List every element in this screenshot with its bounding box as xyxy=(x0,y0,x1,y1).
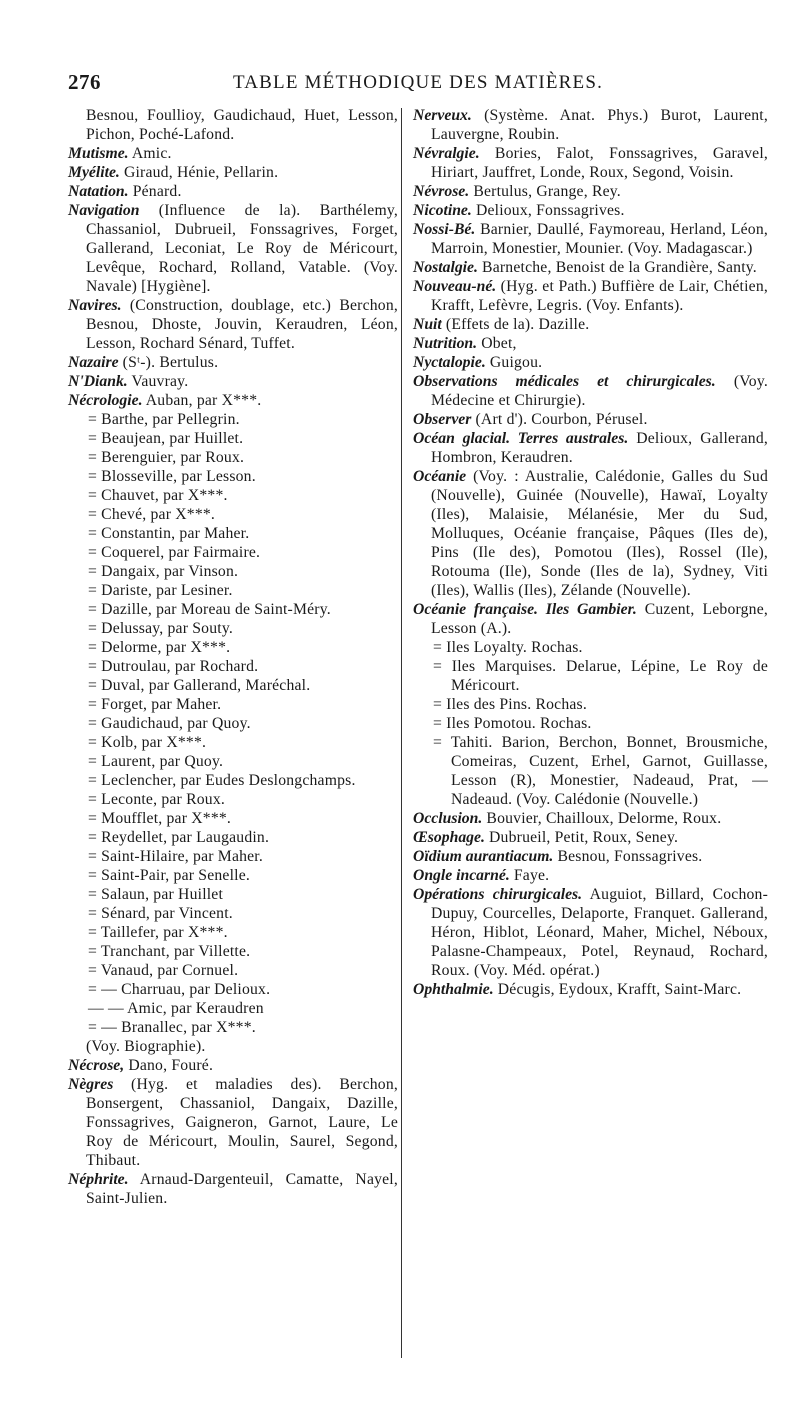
entry-text: Dubrueil, Petit, Roux, Seney. xyxy=(484,829,679,846)
index-entry xyxy=(413,638,768,657)
index-entry xyxy=(413,866,768,885)
index-entry xyxy=(68,600,398,619)
index-entry xyxy=(413,277,768,315)
index-entry xyxy=(413,201,768,220)
index-entry xyxy=(68,657,398,676)
entry-text: Pénard. xyxy=(128,183,182,200)
index-entry xyxy=(68,391,398,410)
entry-text: = Dutroulau, par Rochard. xyxy=(88,658,259,675)
index-entry xyxy=(68,201,398,296)
entry-headword: Nyctalopie. xyxy=(413,354,486,371)
index-entry xyxy=(413,429,768,467)
entry-text: = Salaun, par Huillet xyxy=(88,886,224,903)
index-entry xyxy=(68,182,398,201)
index-entry xyxy=(68,524,398,543)
entry-text: = Moufflet, par X***. xyxy=(88,810,232,827)
entry-headword: Nicotine. xyxy=(413,202,472,219)
entry-text: (Voy. : Australie, Calédonie, Galles du Sud (Nouvelle), Guinée (Nouvelle), Hawaï, Loyalty (Iles), Malaisie, Mélanésie, Mer du Sud, Molluques, Océanie française, Pâques (Iles de), Pins (Ile des), Pomotou (Iles), Rossel (Ile), Rotouma (Ile), Sonde (Iles de la), Sydney, Viti (Iles), Wallis (Iles), Zélande (Nouvelle). xyxy=(431,468,768,599)
index-entry xyxy=(68,676,398,695)
index-entry xyxy=(68,486,398,505)
entry-headword: Ongle incarné. xyxy=(413,867,510,884)
entry-text: = Reydellet, par Laugaudin. xyxy=(88,829,270,846)
entry-text: = Delussay, par Souty. xyxy=(88,620,233,637)
entry-text: Faye. xyxy=(509,867,550,884)
entry-headword: Observer xyxy=(413,411,472,428)
entry-text: Arnaud-Dargenteuil, Camatte, Nayel, Saint-Julien. xyxy=(86,1171,398,1207)
entry-text: (Sᵗ-). Bertulus. xyxy=(118,354,219,371)
entry-headword: Oïdium aurantiacum. xyxy=(413,848,554,865)
index-entry xyxy=(68,1037,398,1056)
index-entry xyxy=(413,410,768,429)
entry-headword: Océanie xyxy=(413,468,467,485)
entry-text: = Dariste, par Lesiner. xyxy=(88,582,233,599)
entry-text: = Beaujean, par Huillet. xyxy=(88,430,244,447)
index-entry xyxy=(413,714,768,733)
index-entry xyxy=(68,144,398,163)
entry-text: (Construction, doublage, etc.) Berchon, Besnou, Dhoste, Jouvin, Keraudren, Léon, Lesson, Rochard Sénard, Tuffet. xyxy=(86,297,398,352)
entry-text: = — Branallec, par X***. xyxy=(88,1019,256,1036)
index-entry xyxy=(68,980,398,999)
index-entry xyxy=(413,258,768,277)
index-entry xyxy=(68,714,398,733)
right-column xyxy=(413,106,768,999)
entry-headword: Navires. xyxy=(68,297,122,314)
entry-text: (Effets de la). Dazille. xyxy=(441,316,590,333)
entry-text: Amic. xyxy=(128,145,172,162)
entry-text: = Chevé, par X***. xyxy=(88,506,216,523)
entry-headword: Natation. xyxy=(68,183,129,200)
entry-headword: Nuit xyxy=(413,316,442,333)
entry-headword: Nossi-Bé. xyxy=(413,221,476,238)
entry-text: Auban, par X***. xyxy=(142,392,262,409)
entry-headword: Ophthalmie. xyxy=(413,981,494,998)
entry-headword: Nazaire xyxy=(68,354,119,371)
entry-headword: Nécrose, xyxy=(68,1057,125,1074)
entry-headword: Névrose. xyxy=(413,183,470,200)
page-number: 276 xyxy=(68,70,101,94)
entry-headword: Mutisme. xyxy=(68,145,129,162)
index-entry xyxy=(68,1075,398,1170)
entry-text: = Iles Loyalty. Rochas. xyxy=(433,639,583,656)
index-entry xyxy=(413,144,768,182)
entry-headword: Observations médicales et chirurgicales. xyxy=(413,373,716,390)
index-entry xyxy=(68,752,398,771)
entry-headword: Myélite. xyxy=(68,164,120,181)
index-entry xyxy=(68,1018,398,1037)
index-entry xyxy=(68,942,398,961)
entry-text: = Kolb, par X***. xyxy=(88,734,207,751)
entry-text: Guigou. xyxy=(485,354,543,371)
entry-text: = Delorme, par X***. xyxy=(88,639,231,656)
index-entry xyxy=(68,771,398,790)
entry-headword: Nègres xyxy=(68,1076,114,1093)
index-entry xyxy=(68,885,398,904)
entry-text: (Voy. Biographie). xyxy=(86,1038,206,1055)
index-entry xyxy=(68,828,398,847)
entry-text: = Forget, par Maher. xyxy=(88,696,222,713)
left-column xyxy=(68,106,398,1208)
entry-text: Dano, Fouré. xyxy=(124,1057,214,1074)
entry-text: = Blosseville, par Lesson. xyxy=(88,468,256,485)
entry-headword: Œsophage. xyxy=(413,829,485,846)
index-entry xyxy=(68,429,398,448)
index-entry xyxy=(68,866,398,885)
entry-text: = Leclencher, par Eudes Deslongchamps. xyxy=(88,772,356,789)
entry-text: = Saint-Hilaire, par Maher. xyxy=(88,848,263,865)
index-entry xyxy=(413,657,768,695)
index-entry xyxy=(413,980,768,999)
entry-text: = Duval, par Gallerand, Maréchal. xyxy=(88,677,311,694)
entry-headword: Navigation xyxy=(68,202,140,219)
entry-text: = Tranchant, par Villette. xyxy=(88,943,251,960)
entry-text: Bouvier, Chailloux, Delorme, Roux. xyxy=(482,810,722,827)
entry-text: (Art d'). Courbon, Pérusel. xyxy=(471,411,648,428)
index-entry xyxy=(413,809,768,828)
entry-headword: Opérations chirurgicales. xyxy=(413,886,583,903)
index-entry xyxy=(68,904,398,923)
index-entry xyxy=(413,695,768,714)
index-entry xyxy=(413,106,768,144)
index-entry xyxy=(68,790,398,809)
entry-headword: Nostalgie. xyxy=(413,259,478,276)
index-entry xyxy=(68,1056,398,1075)
index-entry xyxy=(413,220,768,258)
index-entry xyxy=(68,619,398,638)
entry-headword: Nouveau-né. xyxy=(413,278,497,295)
entry-headword: Névralgie. xyxy=(413,145,480,162)
index-entry xyxy=(413,600,768,638)
entry-text: = — Charruau, par Delioux. xyxy=(88,981,271,998)
entry-text: Besnou, Foullioy, Gaudichaud, Huet, Lesson, Pichon, Poché-Lafond. xyxy=(86,107,398,143)
entry-text: Cuzent, Leborgne, Lesson (A.). xyxy=(431,601,768,637)
index-entry xyxy=(413,885,768,980)
entry-text: Delioux, Gallerand, Hombron, Keraudren. xyxy=(431,430,769,466)
index-entry xyxy=(68,809,398,828)
entry-text: (Hyg. et Path.) Buffière de Lair, Chétien, Krafft, Lefèvre, Legris. (Voy. Enfants). xyxy=(431,278,768,314)
entry-headword: Occlusion. xyxy=(413,810,483,827)
entry-text: Delioux, Fonssagrives. xyxy=(471,202,625,219)
entry-text: = Leconte, par Roux. xyxy=(88,791,225,808)
index-entry xyxy=(68,296,398,353)
entry-text: = Tahiti. Barion, Berchon, Bonnet, Brousmiche, Comeiras, Cuzent, Erhel, Garnot, Guillasse, Lesson (R), Monestier, Nadeaud, Prat, — Nadeaud. (Voy. Calédonie (Nouvelle.) xyxy=(433,734,768,808)
running-title: TABLE MÉTHODIQUE DES MATIÈRES. xyxy=(232,72,604,93)
entry-headword: Nutrition. xyxy=(413,335,478,352)
index-entry xyxy=(413,372,768,410)
entry-text: = Iles Marquises. Delarue, Lépine, Le Roy de Méricourt. xyxy=(433,658,768,694)
entry-text: = Constantin, par Maher. xyxy=(88,525,250,542)
entry-text: Besnou, Fonssagrives. xyxy=(553,848,703,865)
index-entry xyxy=(68,695,398,714)
index-entry xyxy=(68,847,398,866)
entry-text: = Berenguier, par Roux. xyxy=(88,449,245,466)
entry-headword: Nécrologie. xyxy=(68,392,143,409)
entry-text: (Influence de la). Barthélemy, Chassaniol, Dubrueil, Fonssagrives, Forget, Gallerand, Leconiat, Le Roy de Méricourt, Levêque, Rochard, Rolland, Vatable. (Voy. Navale) [Hygiène]. xyxy=(86,202,398,295)
index-entry xyxy=(68,562,398,581)
index-entry xyxy=(68,372,398,391)
entry-text: Bertulus, Grange, Rey. xyxy=(469,183,621,200)
index-entry xyxy=(68,733,398,752)
entry-headword: Néphrite. xyxy=(68,1171,129,1188)
entry-text: — — Amic, par Keraudren xyxy=(88,1000,264,1017)
entry-text: Barnetche, Benoist de la Grandière, Santy. xyxy=(477,259,757,276)
entry-text: = Coquerel, par Fairmaire. xyxy=(88,544,261,561)
index-entry xyxy=(68,581,398,600)
entry-text: Décugis, Eydoux, Krafft, Saint-Marc. xyxy=(493,981,742,998)
entry-text: Barnier, Daullé, Faymoreau, Herland, Léon, Marroin, Monestier, Mounier. (Voy. Madagascar.) xyxy=(431,221,768,257)
entry-text: = Sénard, par Vincent. xyxy=(88,905,233,922)
entry-text: Bories, Falot, Fonssagrives, Garavel, Hiriart, Jauffret, Londe, Roux, Segond, Voisin. xyxy=(431,145,768,181)
entry-text: = Dazille, par Moreau de Saint-Méry. xyxy=(88,601,331,618)
entry-text: Vauvray. xyxy=(127,373,189,390)
index-entry xyxy=(413,847,768,866)
entry-text: = Gaudichaud, par Quoy. xyxy=(88,715,251,732)
index-entry xyxy=(68,467,398,486)
index-entry xyxy=(68,448,398,467)
entry-text: = Iles des Pins. Rochas. xyxy=(433,696,587,713)
index-entry xyxy=(413,182,768,201)
entry-text: Giraud, Hénie, Pellarin. xyxy=(119,164,279,181)
index-entry xyxy=(68,543,398,562)
entry-text: = Taillefer, par X***. xyxy=(88,924,228,941)
index-entry xyxy=(68,505,398,524)
index-entry xyxy=(68,353,398,372)
entry-text: = Saint-Pair, par Senelle. xyxy=(88,867,250,884)
column-divider xyxy=(401,108,402,1358)
index-entry xyxy=(68,163,398,182)
entry-text: Auguiot, Billard, Cochon-Dupuy, Courcelles, Delaporte, Franquet. Gallerand, Héron, Hiblot, Léonard, Maher, Michel, Néboux, Palasne-Champeaux, Potel, Reynaud, Rochard, Roux. (Voy. Méd. opérat.) xyxy=(431,886,768,979)
page-header xyxy=(68,70,768,100)
entry-text: = Chauvet, par X***. xyxy=(88,487,228,504)
index-entry xyxy=(68,923,398,942)
entry-headword: Océanie française. Iles Gambier. xyxy=(413,601,637,618)
entry-headword: Nerveux. xyxy=(413,107,472,124)
entry-text: (Hyg. et maladies des). Berchon, Bonsergent, Chassaniol, Dangaix, Dazille, Fonssagrives, Gaigneron, Garnot, Laure, Le Roy de Méricourt, Moulin, Saurel, Segond, Thibaut. xyxy=(86,1076,398,1169)
index-entry xyxy=(413,315,768,334)
index-entry xyxy=(68,999,398,1018)
index-entry xyxy=(413,334,768,353)
entry-text: = Laurent, par Quoy. xyxy=(88,753,224,770)
entry-headword: Océan glacial. Terres australes. xyxy=(413,430,629,447)
entry-text: (Système. Anat. Phys.) Burot, Laurent, Lauvergne, Roubin. xyxy=(431,107,768,143)
entry-text: = Barthe, par Pellegrin. xyxy=(88,411,240,428)
entry-text: = Vanaud, par Cornuel. xyxy=(88,962,239,979)
entry-headword: N'Diank. xyxy=(68,373,128,390)
index-entry xyxy=(68,410,398,429)
entry-text: (Voy. Médecine et Chirurgie). xyxy=(431,373,768,409)
entry-text: Obet, xyxy=(477,335,517,352)
index-entry xyxy=(413,353,768,372)
index-entry xyxy=(413,828,768,847)
entry-text: = Iles Pomotou. Rochas. xyxy=(433,715,592,732)
index-entry xyxy=(68,106,398,144)
index-entry xyxy=(68,961,398,980)
index-entry xyxy=(68,638,398,657)
index-entry xyxy=(413,467,768,600)
index-entry xyxy=(413,733,768,809)
index-entry xyxy=(68,1170,398,1208)
entry-text: = Dangaix, par Vinson. xyxy=(88,563,239,580)
